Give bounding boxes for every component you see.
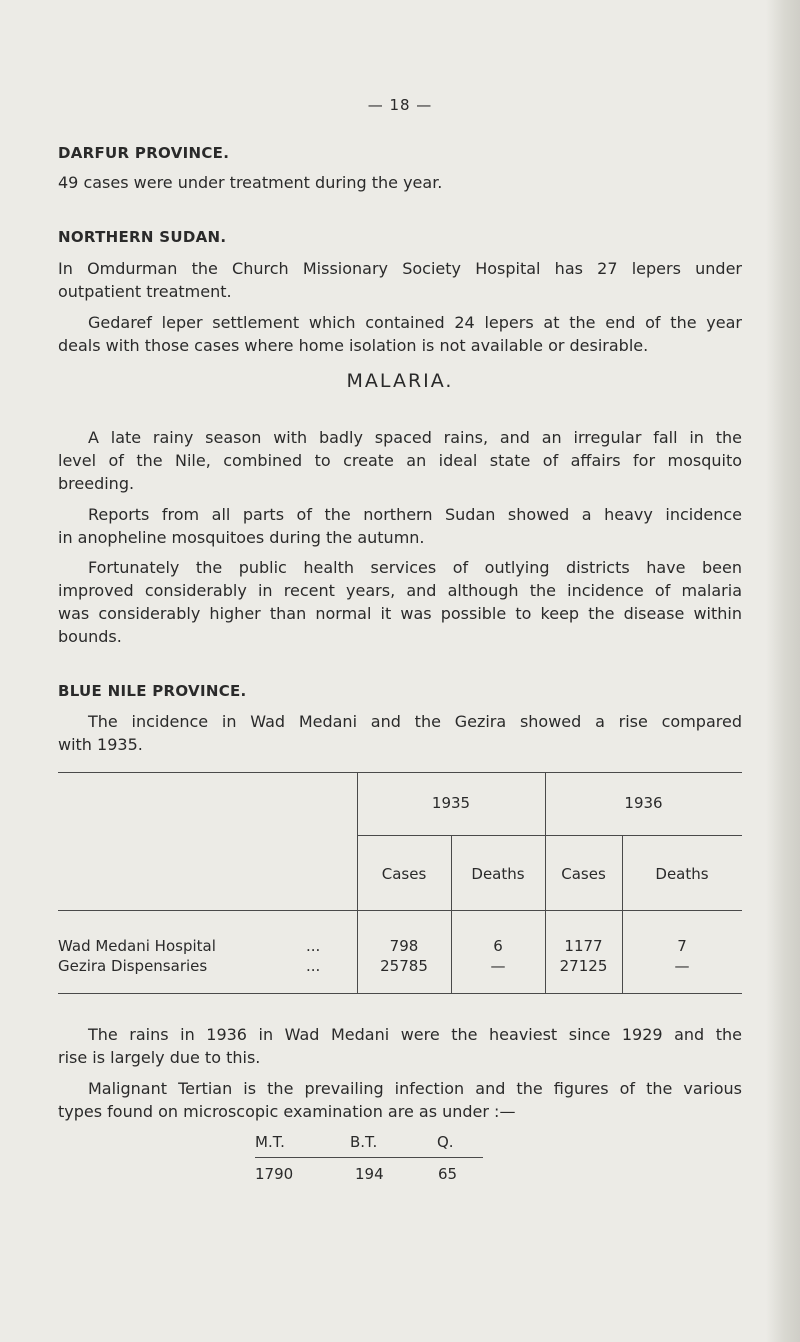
malaria-p1-line2: level of the Nile, combined to create an ideal state of affairs for mosquito	[58, 451, 742, 470]
table-cell: 798	[389, 937, 419, 955]
type-header-mt: M.T.	[255, 1133, 285, 1151]
table-header-1935: 1935	[431, 794, 471, 812]
type-value-q: 65	[438, 1165, 458, 1183]
table-header-cases-1935: Cases	[381, 865, 427, 883]
table-header-rule	[58, 910, 742, 911]
malaria-title: MALARIA.	[346, 370, 454, 392]
heading-northern-sudan: NORTHERN SUDAN.	[58, 228, 227, 246]
heading-blue-nile-province: BLUE NILE PROVINCE.	[58, 682, 247, 700]
page-number: — 18 —	[367, 96, 433, 114]
table-year-rule	[357, 835, 742, 836]
after-p1-line2: rise is largely due to this.	[58, 1048, 261, 1067]
malaria-p2-line2: in anopheline mosquitoes during the autumn.	[58, 528, 425, 547]
table-top-rule	[58, 772, 742, 773]
table-cell: 7	[677, 937, 687, 955]
after-p2-line1: Malignant Tertian is the prevailing infection and the figures of the various	[88, 1079, 742, 1098]
blue-nile-p1-line2: with 1935.	[58, 735, 143, 754]
malaria-p3-line4: bounds.	[58, 627, 122, 646]
page-edge-shadow	[766, 0, 800, 1342]
type-header-bt: B.T.	[350, 1133, 378, 1151]
type-value-mt: 1790	[255, 1165, 294, 1183]
type-value-bt: 194	[355, 1165, 384, 1183]
table-header-deaths-1935: Deaths	[471, 865, 525, 883]
table-row-dots: ...	[306, 957, 321, 975]
malaria-p1-line1: A late rainy season with badly spaced rains, and an irregular fall in the	[88, 428, 742, 447]
table-row-label: Gezira Dispensaries	[58, 957, 208, 975]
malaria-p3-line3: was considerably higher than normal it was possible to keep the disease within	[58, 604, 742, 623]
blue-nile-p1-line1: The incidence in Wad Medani and the Gezira showed a rise compared	[88, 712, 742, 731]
table-row-label: Wad Medani Hospital	[58, 937, 216, 955]
table-bottom-rule	[58, 993, 742, 994]
table-cell: 27125	[559, 957, 608, 975]
table-cell: 1177	[564, 937, 603, 955]
malaria-p3-line1: Fortunately the public health services of outlying districts have been	[88, 558, 742, 577]
table-cell: —	[490, 957, 506, 975]
malaria-p1-line3: breeding.	[58, 474, 135, 493]
northern-p2-line1: Gedaref leper settlement which contained 24 lepers at the end of the year	[88, 313, 742, 332]
after-p2-line2: types found on microscopic examination are as under :—	[58, 1102, 516, 1121]
table-cell: 6	[493, 937, 503, 955]
table-header-1936: 1936	[624, 794, 663, 812]
table-header-cases-1936: Cases	[561, 865, 606, 883]
malaria-p3-line2: improved considerably in recent years, and although the incidence of malaria	[58, 581, 742, 600]
table-header-deaths-1936: Deaths	[655, 865, 709, 883]
darfur-text: 49 cases were under treatment during the year.	[58, 173, 443, 192]
table-cell: —	[674, 957, 690, 975]
types-rule	[255, 1157, 483, 1158]
table-cell: 25785	[380, 957, 428, 975]
malaria-p2-line1: Reports from all parts of the northern Sudan showed a heavy incidence	[88, 505, 742, 524]
heading-darfur-province: DARFUR PROVINCE.	[58, 144, 230, 162]
northern-p1-line1: In Omdurman the Church Missionary Society Hospital has 27 lepers under	[58, 259, 742, 278]
northern-p2-line2: deals with those cases where home isolation is not available or desirable.	[58, 336, 649, 355]
northern-p1-line2: outpatient treatment.	[58, 282, 232, 301]
table-row-dots: ...	[306, 937, 321, 955]
type-header-q: Q.	[437, 1133, 454, 1151]
after-p1-line1: The rains in 1936 in Wad Medani were the heaviest since 1929 and the	[88, 1025, 742, 1044]
